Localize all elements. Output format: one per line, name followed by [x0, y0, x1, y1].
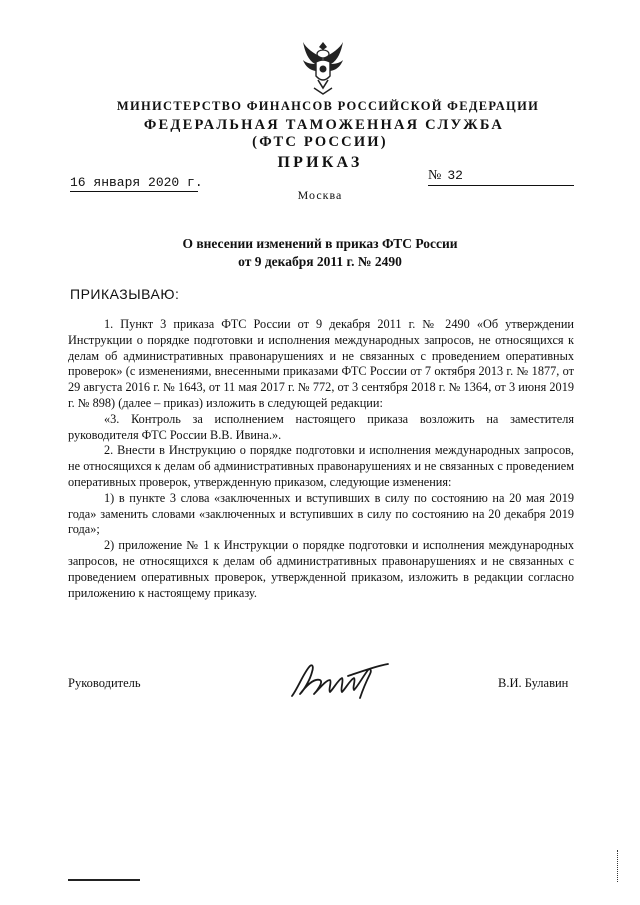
handwritten-signature — [288, 658, 396, 702]
paragraph-1: 1. Пункт 3 приказа ФТС России от 9 декабря 2011 г. № 2490 «Об утверждении Инструкции о порядке подготовки и исполнения международных запросов, не относящихся к делам об административных правонарушениях и не связанных с проведением оперативных проверок» (с изменениями, внесенными приказами ФТС России от 7 октября 2013 г. № 1877, от 29 августа 2016 г. № 1643, от 11 мая 2017 г. № 772, от 3 сентября 2018 г. № 1364, от 3 июня 2019 г. № 898) (далее – приказ) изложить в следующей редакции: — [68, 317, 574, 410]
margin-mark — [617, 850, 619, 882]
decree-word: ПРИКАЗЫВАЮ: — [70, 286, 180, 302]
document-type: ПРИКАЗ — [277, 154, 363, 171]
number-label: № — [428, 168, 442, 183]
order-number — [428, 168, 574, 186]
paragraph-3: 2. Внести в Инструкцию о порядке подготовки и исполнения международных запросов, не относящихся к делам об административных правонарушениях и не связанных с проведением оперативных проверок, утвержденную приказом, следующие изменения: — [68, 443, 574, 489]
paragraph-2: «3. Контроль за исполнением настоящего приказа возложить на заместителя руководителя ФТС России В.В. Ивина.». — [68, 411, 574, 442]
coat-of-arms-icon — [300, 38, 346, 96]
service-abbreviation: (ФТС РОССИИ) — [252, 134, 388, 150]
service-name: ФЕДЕРАЛЬНАЯ ТАМОЖЕННАЯ СЛУЖБА — [143, 117, 505, 133]
signatory-position: Руководитель — [68, 676, 141, 690]
subject-line-1: О внесении изменений в приказ ФТС России — [182, 236, 458, 251]
number-value: 32 — [447, 168, 463, 183]
subject-line-2: от 9 декабря 2011 г. № 2490 — [238, 254, 402, 269]
paragraph-5: 2) приложение № 1 к Инструкции о порядке подготовки и исполнения международных запросов, не относящихся к делам об административных правонарушениях и не связанных с проведением оперативных проверок, утвержденной приказом, изложить в редакции согласно приложению к настоящему приказу. — [68, 538, 574, 600]
order-body — [68, 317, 574, 601]
paragraph-4: 1) в пункте 3 слова «заключенных и вступивших в силу по состоянию на 20 мая 2019 года» заменить словами «заключенных и вступивших в силу по состоянию на 20 декабря 2019 года»; — [68, 490, 574, 537]
order-date: 16 января 2020 г. — [70, 175, 203, 190]
footer-rule — [68, 879, 140, 881]
signatory-name: В.И. Булавин — [498, 676, 569, 690]
city: Москва — [297, 188, 343, 202]
ministry-name: МИНИСТЕРСТВО ФИНАНСОВ РОССИЙСКОЙ ФЕДЕРАЦИИ — [116, 99, 540, 113]
